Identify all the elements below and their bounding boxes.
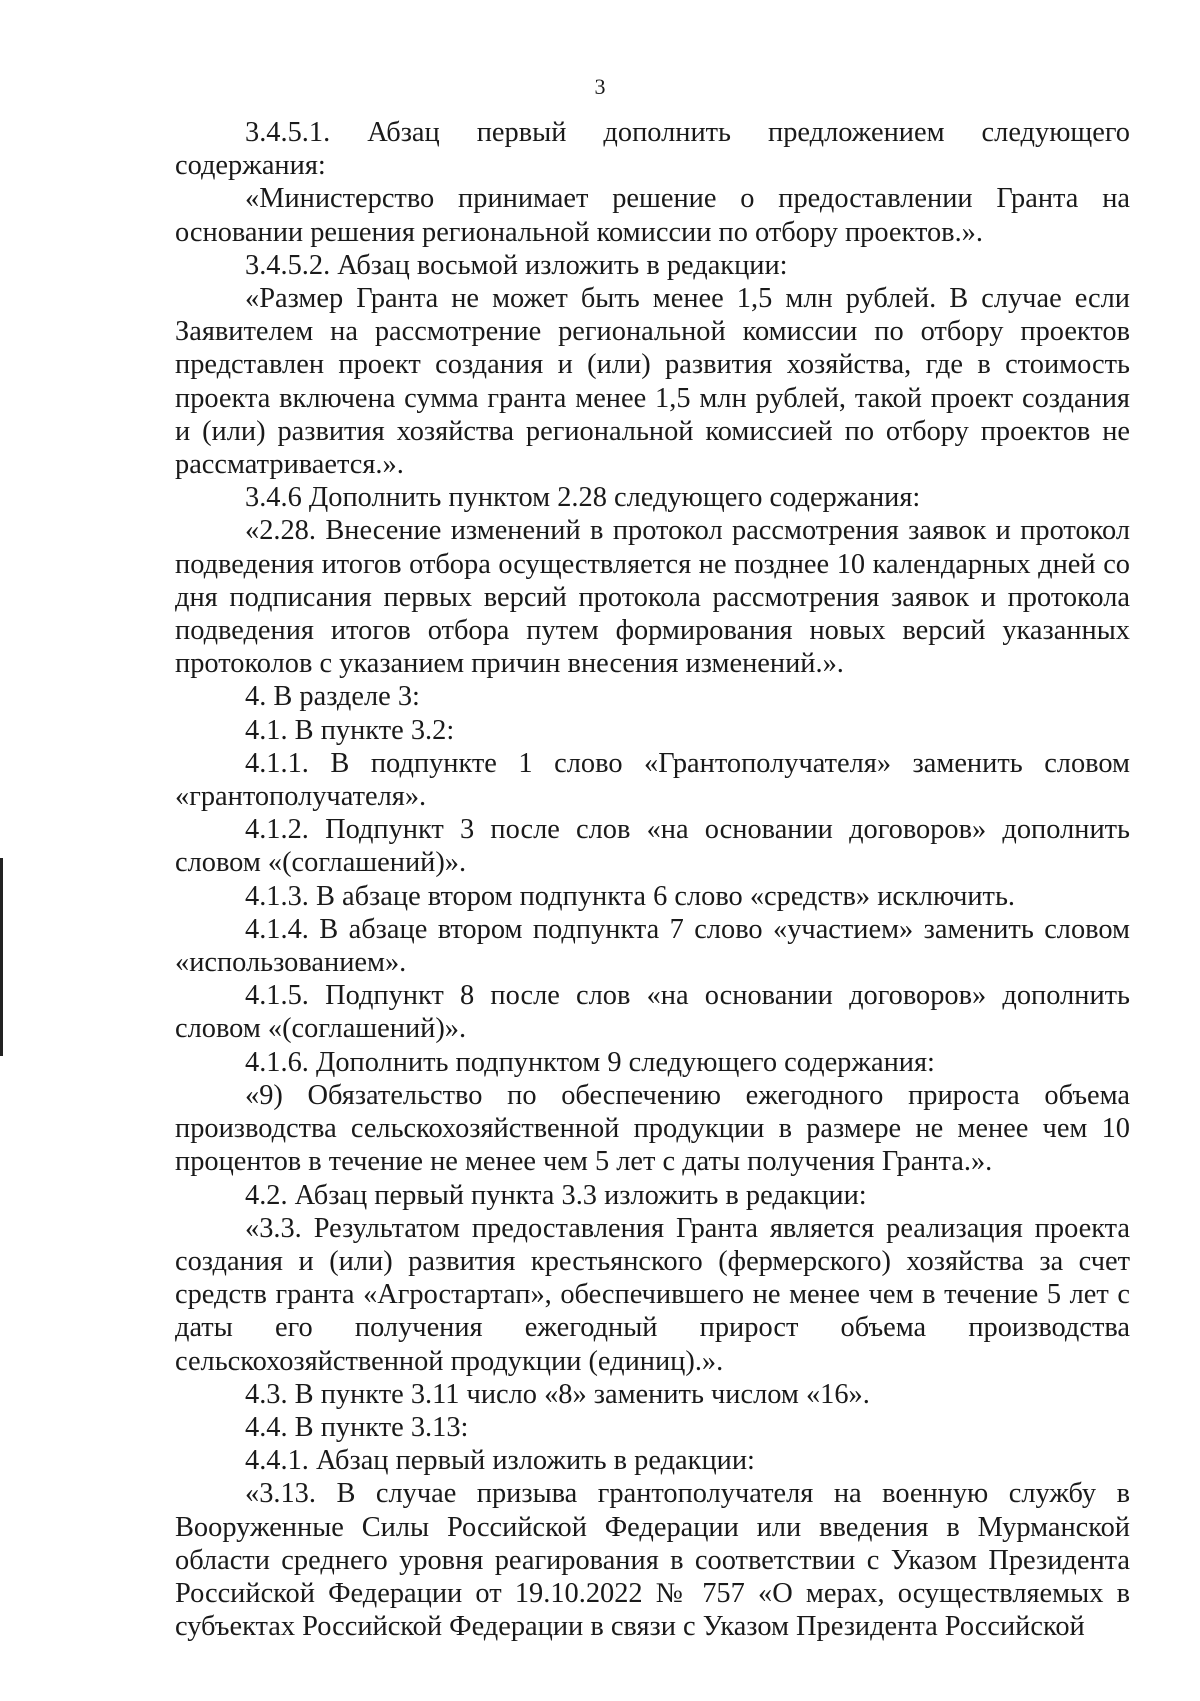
paragraph: «3.13. В случае призыва грантополучателя на военную службу в Вооруженные Силы Российской Федерации или введения в Мурманской области среднего уровня реагирования в соответствии с Указом Президента Российской Федерации от 19.10.2022 № 757 «О мерах, осуществляемых в субъектах Российской Федерации в связи с Указом Президента Российской — [175, 1478, 1130, 1643]
paragraph: 4.1.4. В абзаце втором подпункта 7 слово «участием» заменить словом «использованием». — [175, 913, 1130, 979]
paragraph: 4.1.1. В подпункте 1 слово «Грантополучателя» заменить словом «грантополучателя». — [175, 747, 1130, 813]
paragraph: 4.1. В пункте 3.2: — [245, 714, 455, 746]
paragraph: «Размер Гранта не может быть менее 1,5 млн рублей. В случае если Заявителем на рассмотрение региональной комиссии по отбору проектов представлен проект создания и (или) развития хозяйства, где в стоимость проекта включена сумма гранта менее 1,5 млн рублей, такой проект создания и (или) развития хозяйства региональной комиссией по отбору проектов не рассматривается.». — [175, 283, 1130, 481]
page-number: 3 — [594, 74, 606, 99]
paragraph: 4.1.3. В абзаце втором подпункта 6 слово «средств» исключить. — [245, 880, 1016, 912]
paragraph: 4.4. В пункте 3.13: — [245, 1411, 469, 1443]
paragraph: 3.4.6 Дополнить пунктом 2.28 следующего содержания: — [245, 482, 921, 514]
paragraph: «Министерство принимает решение о предоставлении Гранта на основании решения региональной комиссии по отбору проектов.». — [175, 183, 1130, 248]
paragraph: 3.4.5.2. Абзац восьмой изложить в редакции: — [245, 249, 788, 281]
paragraph: 4.1.6. Дополнить подпунктом 9 следующего содержания: — [245, 1046, 935, 1078]
paragraph: 4.4.1. Абзац первый изложить в редакции: — [245, 1445, 755, 1477]
paragraph: 3.4.5.1. Абзац первый дополнить предложением следующего содержания: — [175, 117, 1130, 182]
document-body — [175, 116, 1130, 1643]
paragraph: 4.1.5. Подпункт 8 после слов «на основании договоров» дополнить словом «(соглашений)». — [175, 980, 1130, 1045]
margin-scan-mark — [0, 858, 3, 1056]
paragraph: 4.3. В пункте 3.11 число «8» заменить числом «16». — [245, 1378, 870, 1410]
paragraph: «2.28. Внесение изменений в протокол рассмотрения заявок и протокол подведения итогов отбора осуществляется не позднее 10 календарных дней со дня подписания первых версий протокола рассмотрения заявок и протокола подведения итогов отбора путем формирования новых версий указанных протоколов с указанием причин внесения изменений.». — [175, 515, 1130, 680]
paragraph: «9) Обязательство по обеспечению ежегодного прироста объема производства сельскохозяйственной продукции в размере не менее чем 10 процентов в течение не менее чем 5 лет с даты получения Гранта.». — [175, 1079, 1130, 1178]
paragraph: 4.1.2. Подпункт 3 после слов «на основании договоров» дополнить словом «(соглашений)». — [175, 814, 1130, 879]
paragraph: 4. В разделе 3: — [245, 681, 420, 713]
paragraph: 4.2. Абзац первый пункта 3.3 изложить в редакции: — [245, 1179, 867, 1211]
paragraph: «3.3. Результатом предоставления Гранта является реализация проекта создания и (или) развития крестьянского (фермерского) хозяйства за счет средств гранта «Агростартап», обеспечившего не менее чем в течение 5 лет с даты его получения ежегодный прирост объема производства сельскохозяйственной продукции (единиц).». — [175, 1212, 1130, 1377]
